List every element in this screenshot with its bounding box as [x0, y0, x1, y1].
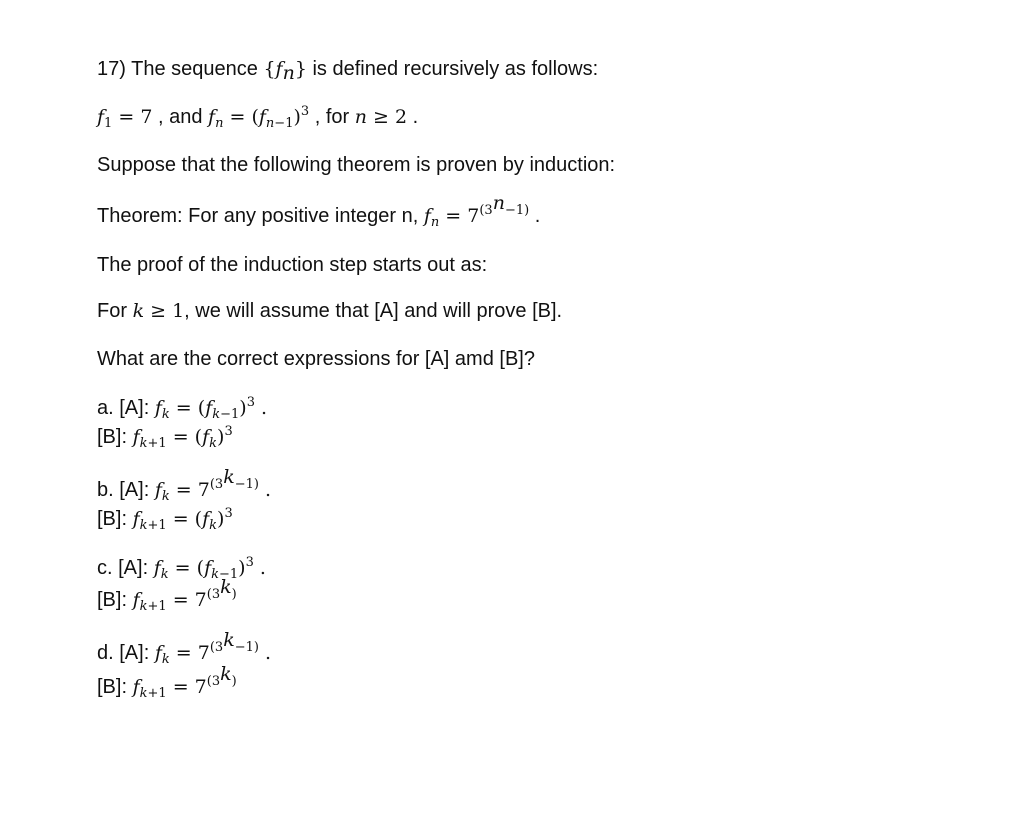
option-a-b-label: [B]:: [97, 426, 128, 448]
proof-start-text: The proof of the induction step starts out as:: [97, 254, 488, 276]
intro-line: [97, 57, 599, 84]
for-text-pre: For: [97, 300, 127, 322]
definition-and: , and: [157, 106, 203, 128]
option-a-letter: a.: [97, 397, 114, 419]
option-c-a-formula: $f_k = (f_{k-1})^3$ .: [153, 555, 266, 582]
option-d-b-formula: $f_{k+1} = 7^{(3^k)}$: [132, 663, 237, 701]
intro-text-post: is defined recursively as follows:: [312, 58, 599, 80]
option-a-line-a: [97, 396, 267, 420]
ask-line: [97, 347, 535, 371]
option-c-line-a: [97, 556, 266, 580]
suppose-line: [97, 153, 615, 177]
option-c-a-label: [A]:: [118, 557, 149, 579]
option-b-letter: b.: [97, 479, 114, 501]
option-a-a-formula: $f_k = (f_{k-1})^3$ .: [154, 395, 268, 422]
option-c-b-label: [B]:: [97, 589, 128, 611]
recurrence-formula: $f_n = (f_{n-1})^3$: [208, 104, 310, 131]
definition-end: .: [412, 106, 419, 128]
definition-line: [97, 105, 418, 129]
proof-start-line: [97, 253, 487, 277]
option-b-a-formula: $f_k = 7^{(3^k-1)}$ .: [154, 466, 272, 504]
option-c-line-b: [97, 576, 237, 614]
k-range-formula: k ≥ 1: [132, 300, 185, 322]
definition-for: , for: [314, 106, 350, 128]
option-d-line-a: [97, 629, 272, 667]
suppose-text: Suppose that the following theorem is proven by induction:: [97, 154, 616, 176]
base-case-formula: $f_1 = 7$: [97, 106, 153, 131]
range-formula: n ≥ 2: [354, 106, 408, 128]
induction-step-line: [97, 299, 562, 323]
option-b-b-formula: $f_{k+1} = (f_k)^3$: [132, 506, 233, 533]
sequence-notation: $\{f_n\}$: [263, 58, 307, 84]
option-c-b-formula: $f_{k+1} = 7^{(3^k)}$: [132, 576, 237, 614]
option-b-a-label: [A]:: [119, 479, 150, 501]
theorem-text: Theorem: For any positive integer n,: [97, 205, 419, 227]
theorem-line: [97, 192, 541, 230]
option-c-letter: c.: [97, 557, 113, 579]
ask-text: What are the correct expressions for [A] amd [B]?: [97, 348, 535, 370]
for-text-post: , we will assume that [A] and will prove [B].: [184, 300, 563, 322]
option-d-a-label: [A]:: [119, 642, 150, 664]
theorem-end: .: [534, 205, 541, 227]
option-d-letter: d.: [97, 642, 114, 664]
option-d-line-b: [97, 663, 237, 701]
option-b-b-label: [B]:: [97, 508, 128, 530]
question-number: 17): [97, 58, 126, 80]
intro-text-pre: The sequence: [131, 58, 258, 80]
option-b-line-b: [97, 507, 233, 531]
option-a-line-b: [97, 425, 233, 449]
option-b-line-a: [97, 466, 272, 504]
option-a-a-label: [A]:: [119, 397, 150, 419]
option-d-b-label: [B]:: [97, 676, 128, 698]
option-d-a-formula: $f_k = 7^{(3^k-1)}$ .: [154, 629, 272, 667]
theorem-formula: $f_n = 7^{(3^n-1)}$: [423, 192, 530, 230]
option-a-b-formula: $f_{k+1} = (f_k)^3$: [132, 424, 233, 451]
